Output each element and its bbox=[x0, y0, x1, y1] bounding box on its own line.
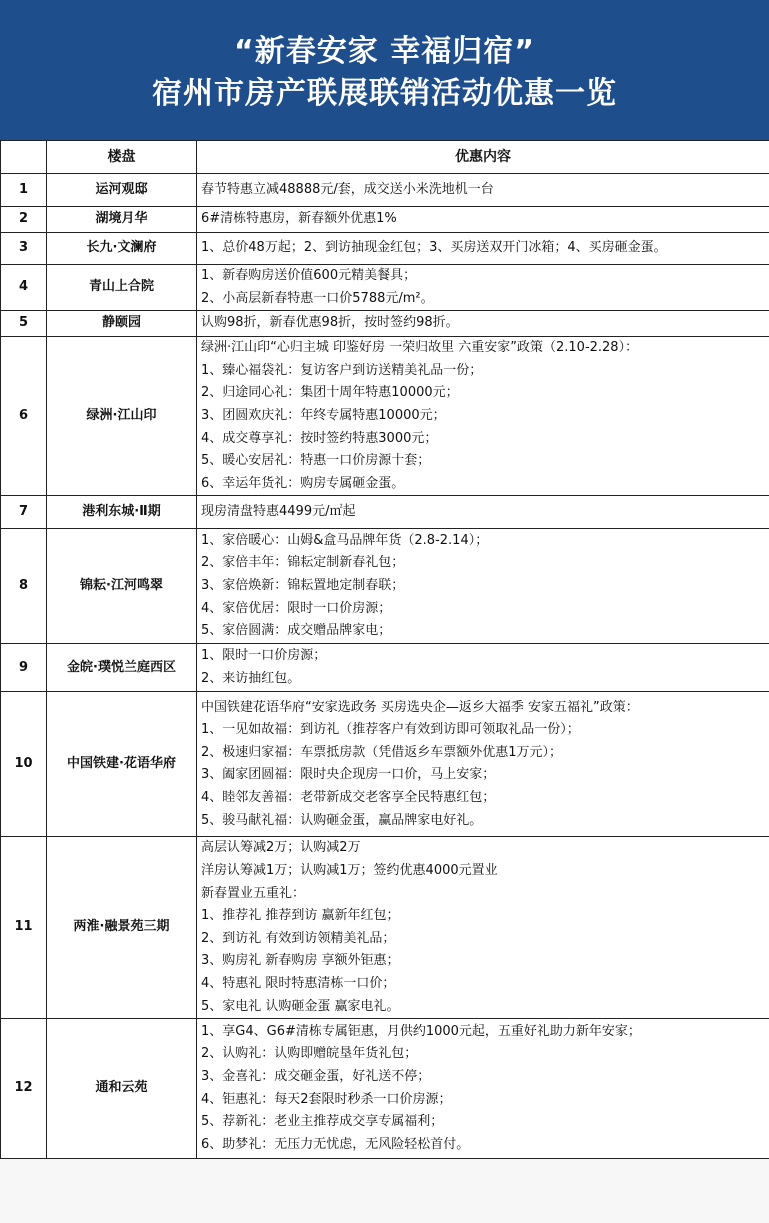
offer-line: 5、荐新礼：老业主推荐成交享专属福利； bbox=[201, 1114, 444, 1130]
offer-line: 1、享G4、G6#清栋专属钜惠，月供约1000元起，五重好礼助力新年安家； bbox=[201, 1023, 641, 1039]
row-number: 7 bbox=[1, 496, 47, 529]
offer-line: 2、家倍丰年：锦耘定制新春礼包； bbox=[201, 555, 405, 571]
offer-line: 4、睦邻友善福：老带新成交老客享全民特惠红包； bbox=[201, 789, 496, 805]
property-name: 长九·文澜府 bbox=[47, 233, 197, 265]
table-row bbox=[1, 496, 769, 529]
offer-line: 5、骏马献礼福：认购砸金蛋，赢品牌家电好礼。 bbox=[201, 812, 483, 828]
offer-line: 3、阖家团圆福：限时央企现房一口价，马上安家； bbox=[201, 767, 496, 783]
offer-line: 6、助梦礼：无压力无忧虑，无风险轻松首付。 bbox=[201, 1136, 470, 1152]
offer-line: 3、购房礼 新春购房 享额外钜惠； bbox=[201, 953, 400, 969]
offer-line: 1、限时一口价房源； bbox=[201, 648, 327, 664]
row-number: 8 bbox=[1, 529, 47, 644]
property-name: 港利东城·Ⅱ期 bbox=[47, 496, 197, 529]
table-row bbox=[1, 337, 769, 496]
offer-details bbox=[197, 1019, 769, 1159]
header-no bbox=[1, 141, 47, 174]
row-number: 1 bbox=[1, 174, 47, 207]
offer-details bbox=[197, 265, 769, 311]
row-number: 9 bbox=[1, 644, 47, 692]
offer-line: 绿洲·江山印“心归主城 印鉴好房 一荣归故里 六重安家”政策（2.10-2.28）： bbox=[201, 340, 639, 356]
title-line-1: “新春安家 幸福归宿” bbox=[234, 34, 535, 69]
offer-details bbox=[197, 692, 769, 837]
property-name: 金皖·璞悦兰庭西区 bbox=[47, 644, 197, 692]
offer-line: 认购98折，新春优惠98折，按时签约98折。 bbox=[201, 315, 459, 331]
offer-details bbox=[197, 311, 769, 337]
row-number: 6 bbox=[1, 337, 47, 496]
offer-details bbox=[197, 496, 769, 529]
offer-line: 4、家倍优居：限时一口价房源； bbox=[201, 600, 392, 616]
offer-line: 1、新春购房送价值600元精美餐具； bbox=[201, 268, 417, 283]
offer-details bbox=[197, 337, 769, 496]
table-row bbox=[1, 644, 769, 692]
table-header-row bbox=[1, 141, 769, 174]
offer-line: 2、到访礼 有效到访领精美礼品； bbox=[201, 930, 396, 946]
row-number: 5 bbox=[1, 311, 47, 337]
offer-details bbox=[197, 837, 769, 1019]
offer-line: 2、归途同心礼：集团十周年特惠10000元； bbox=[201, 385, 459, 401]
property-name: 两淮·融景苑三期 bbox=[47, 837, 197, 1019]
offer-line: 5、家倍圆满：成交赠品牌家电； bbox=[201, 623, 392, 639]
offer-line: 3、家倍焕新：锦耘置地定制春联； bbox=[201, 578, 405, 594]
offer-line: 洋房认筹减1万；认购减1万；签约优惠4000元置业 bbox=[201, 862, 498, 878]
offer-line: 2、来访抽红包。 bbox=[201, 670, 301, 686]
property-name: 湖境月华 bbox=[47, 207, 197, 233]
offer-line: 1、一见如故福：到访礼（推荐客户有效到访即可领取礼品一份）； bbox=[201, 722, 580, 738]
table-row bbox=[1, 207, 769, 233]
property-name: 绿洲·江山印 bbox=[47, 337, 197, 496]
table-row bbox=[1, 1019, 769, 1159]
property-name: 锦耘·江河鸣翠 bbox=[47, 529, 197, 644]
table-row bbox=[1, 265, 769, 311]
header-banner bbox=[0, 0, 769, 140]
row-number: 4 bbox=[1, 265, 47, 311]
row-number: 12 bbox=[1, 1019, 47, 1159]
promotion-table bbox=[0, 140, 769, 1159]
offer-line: 3、团圆欢庆礼：年终专属特惠10000元； bbox=[201, 407, 446, 423]
offer-details bbox=[197, 207, 769, 233]
offer-line: 1、总价48万起；2、到访抽现金红包；3、买房送双开门冰箱；4、买房砸金蛋。 bbox=[201, 240, 667, 256]
row-number: 2 bbox=[1, 207, 47, 233]
property-name: 运河观邸 bbox=[47, 174, 197, 207]
offer-line: 5、暖心安居礼：特惠一口价房源十套； bbox=[201, 453, 431, 469]
offer-line: 现房清盘特惠4499元/㎡起 bbox=[201, 504, 356, 520]
table-row bbox=[1, 692, 769, 837]
offer-line: 1、臻心福袋礼：复访客户到访送精美礼品一份； bbox=[201, 362, 483, 378]
offer-line: 2、极速归家福：车票抵房款（凭借返乡车票额外优惠1万元）； bbox=[201, 744, 563, 760]
offer-line: 2、小高层新春特惠一口价5788元/m²。 bbox=[201, 290, 434, 306]
offer-details bbox=[197, 644, 769, 692]
offer-line: 6、幸运年货礼：购房专属砸金蛋。 bbox=[201, 475, 405, 491]
property-name: 青山上合院 bbox=[47, 265, 197, 311]
table-row bbox=[1, 529, 769, 644]
offer-line: 6#清栋特惠房，新春额外优惠1% bbox=[201, 211, 397, 227]
offer-line: 4、钜惠礼：每天2套限时秒杀一口价房源； bbox=[201, 1091, 452, 1107]
offer-line: 2、认购礼：认购即赠皖垦年货礼包； bbox=[201, 1046, 418, 1062]
offer-line: 1、推荐礼 推荐到访 赢新年红包； bbox=[201, 908, 400, 924]
row-number: 11 bbox=[1, 837, 47, 1019]
offer-line: 4、特惠礼 限时特惠清栋一口价； bbox=[201, 975, 396, 991]
table-row bbox=[1, 233, 769, 265]
page-bottom-blank bbox=[0, 1159, 769, 1219]
property-name: 中国铁建·花语华府 bbox=[47, 692, 197, 837]
title-line-2: 宿州市房产联展联销活动优惠一览 bbox=[152, 76, 617, 111]
offer-details bbox=[197, 174, 769, 207]
property-name: 通和云苑 bbox=[47, 1019, 197, 1159]
offer-line: 春节特惠立减48888元/套，成交送小米洗地机一台 bbox=[201, 181, 494, 197]
offer-line: 新春置业五重礼： bbox=[201, 885, 306, 901]
table-row bbox=[1, 174, 769, 207]
row-number: 3 bbox=[1, 233, 47, 265]
offer-line: 5、家电礼 认购砸金蛋 赢家电礼。 bbox=[201, 998, 400, 1014]
offer-line: 3、金喜礼：成交砸金蛋，好礼送不停； bbox=[201, 1069, 431, 1084]
row-number: 10 bbox=[1, 692, 47, 837]
offer-details bbox=[197, 529, 769, 644]
header-property: 楼盘 bbox=[47, 141, 197, 174]
offer-line: 中国铁建花语华府“安家选政务 买房选央企—返乡大福季 安家五福礼”政策： bbox=[201, 699, 639, 715]
table-row bbox=[1, 311, 769, 337]
offer-line: 高层认筹减2万；认购减2万 bbox=[201, 840, 361, 856]
table-row bbox=[1, 837, 769, 1019]
offer-line: 1、家倍暖心：山姆&盒马品牌年货（2.8-2.14）； bbox=[201, 532, 489, 548]
offer-details bbox=[197, 233, 769, 265]
offer-line: 4、成交尊享礼：按时签约特惠3000元； bbox=[201, 430, 438, 446]
property-name: 静颐园 bbox=[47, 311, 197, 337]
header-offer: 优惠内容 bbox=[197, 141, 769, 174]
